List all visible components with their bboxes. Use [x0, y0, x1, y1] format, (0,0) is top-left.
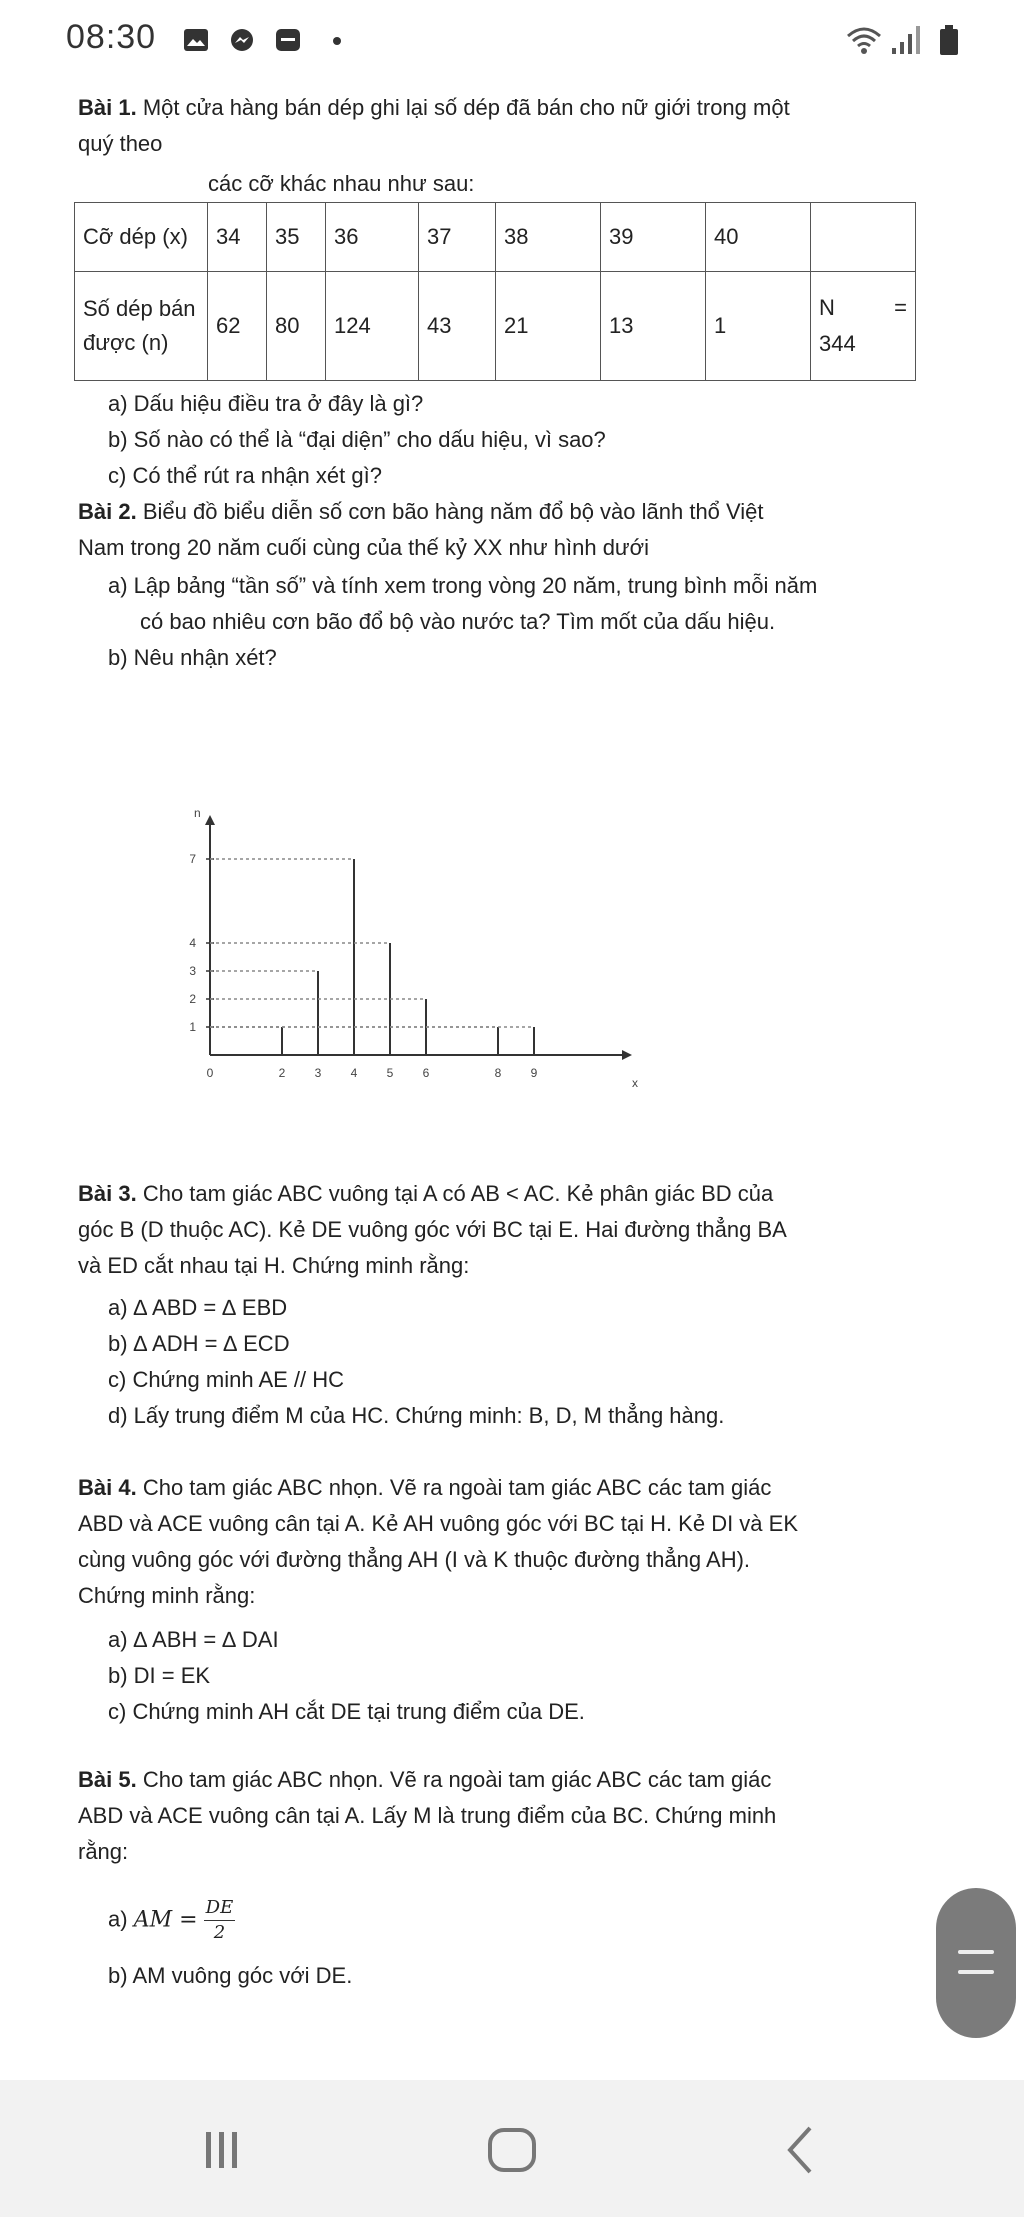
- bai4-text-line1: Cho tam giác ABC nhọn. Vẽ ra ngoài tam giác ABC các tam giác: [142, 1475, 772, 1500]
- bai5-item-a: [108, 1896, 235, 1945]
- bai1-title: Bài 1.: [78, 95, 137, 120]
- recent-apps-icon[interactable]: [182, 2110, 262, 2190]
- bai5-text-line2: ABD và ACE vuông cân tại A. Lấy M là trung điểm của BC. Chứng minh: [78, 1803, 777, 1828]
- home-icon[interactable]: [472, 2110, 552, 2190]
- scroll-handle-line: [958, 1970, 994, 1974]
- bai4-item-c: c) Chứng minh AH cắt DE tại trung điểm của DE.: [108, 1699, 585, 1724]
- x-tick-label: 6: [422, 1066, 430, 1080]
- bai4-title: Bài 4.: [78, 1475, 137, 1500]
- bai3-text-line3: và ED cắt nhau tại H. Chứng minh rằng:: [78, 1253, 470, 1278]
- scroll-handle-line: [958, 1950, 994, 1954]
- y-tick-label: 2: [189, 992, 196, 1006]
- bai5-title: Bài 5.: [78, 1767, 137, 1792]
- bai1-question-c: c) Có thể rút ra nhận xét gì?: [108, 463, 382, 488]
- bai5-text-line3: rằng:: [78, 1839, 129, 1864]
- table-row-size: [75, 203, 916, 272]
- status-bar: [0, 0, 1024, 80]
- table-row-count: [75, 272, 916, 381]
- fraction: [204, 1896, 236, 1945]
- x-tick-label: 0: [206, 1066, 214, 1080]
- table-cell: 39: [601, 203, 706, 272]
- messenger-icon: [229, 28, 255, 52]
- bai2-text-line1: Biểu đồ biểu diễn số cơn bão hàng năm đổ bộ vào lãnh thổ Việt: [142, 499, 764, 524]
- table-cell: 21: [496, 272, 601, 381]
- bai5-item-a-prefix: a): [108, 1906, 128, 1932]
- table-cell: [811, 203, 916, 272]
- x-tick-label: 4: [350, 1066, 358, 1080]
- y-tick-label: 1: [189, 1020, 196, 1034]
- bai2-text-line2: Nam trong 20 năm cuối cùng của thế kỷ XX như hình dưới: [78, 535, 649, 560]
- bai1-text-line3: các cỡ khác nhau như sau:: [208, 171, 475, 196]
- bai5-line1: [78, 1762, 958, 1798]
- table-cell: 13: [601, 272, 706, 381]
- bai1-text-line2: quý theo: [78, 131, 163, 156]
- y-tick-label: 4: [189, 936, 196, 950]
- bai2-intro: [78, 494, 958, 530]
- y-axis-label: n: [194, 806, 201, 820]
- table-cell: 37: [419, 203, 496, 272]
- table-cell: 35: [267, 203, 326, 272]
- bai3-item-d: d) Lấy trung điểm M của HC. Chứng minh: B, D, M thẳng hàng.: [108, 1403, 725, 1428]
- navigation-bar: [0, 2080, 1024, 2217]
- bai5-item-b: b) AM vuông góc với DE.: [108, 1963, 353, 1988]
- wifi-icon: [844, 24, 884, 56]
- storm-frequency-chart: [170, 760, 690, 1100]
- frequency-table: [74, 202, 916, 381]
- y-axis-arrow: [205, 815, 215, 825]
- bai4-line1: [78, 1470, 958, 1506]
- battery-icon: [938, 24, 960, 56]
- bai3-text-line2: góc B (D thuộc AC). Kẻ DE vuông góc với BC tại E. Hai đường thẳng BA: [78, 1217, 787, 1242]
- dot-icon: [333, 37, 341, 45]
- table-total-label: N =: [819, 295, 907, 320]
- x-tick-label: 2: [278, 1066, 286, 1080]
- back-icon[interactable]: [762, 2110, 842, 2190]
- bai3-text-line1: Cho tam giác ABC vuông tại A có AB < AC. Kẻ phân giác BD của: [142, 1181, 774, 1206]
- bai4-text-line3: cùng vuông góc với đường thẳng AH (I và K thuộc đường thẳng AH).: [78, 1547, 751, 1572]
- bai3-item-c: c) Chứng minh AE // HC: [108, 1367, 345, 1392]
- table-cell: 1: [706, 272, 811, 381]
- bai2-question-a2: có bao nhiêu cơn bão đổ bộ vào nước ta? Tìm mốt của dấu hiệu.: [140, 609, 776, 634]
- signal-icon: [890, 24, 924, 56]
- bai2-title: Bài 2.: [78, 499, 137, 524]
- scroll-handle[interactable]: [936, 1888, 1016, 2038]
- zalo-icon: [275, 28, 301, 52]
- table-cell-total: [811, 272, 916, 381]
- x-tick-label: 9: [530, 1066, 538, 1080]
- bai1-question-b: b) Số nào có thể là “đại diện” cho dấu hiệu, vì sao?: [108, 427, 606, 452]
- x-axis-arrow: [622, 1050, 632, 1060]
- table-header-count: Số dép bán được (n): [75, 272, 208, 381]
- table-cell: 36: [326, 203, 419, 272]
- x-tick-label: 3: [314, 1066, 322, 1080]
- bai4-text-line4: Chứng minh rằng:: [78, 1583, 256, 1608]
- bai1-text-line1: Một cửa hàng bán dép ghi lại số dép đã bán cho nữ giới trong một: [142, 95, 790, 120]
- status-time: 08:30: [66, 18, 157, 56]
- bai5-text-line1: Cho tam giác ABC nhọn. Vẽ ra ngoài tam giác ABC các tam giác: [142, 1767, 772, 1792]
- bai1-intro: [78, 90, 958, 126]
- x-tick-label: 5: [386, 1066, 394, 1080]
- bai3-item-a: a) ∆ ABD = ∆ EBD: [108, 1295, 288, 1320]
- bai4-item-a: a) ∆ ABH = ∆ DAI: [108, 1627, 279, 1652]
- bai5-item-a-lhs: AM =: [133, 1907, 198, 1933]
- bai4-text-line2: ABD và ACE vuông cân tại A. Kẻ AH vuông góc với BC tại H. Kẻ DI và EK: [78, 1511, 799, 1536]
- bai3-title: Bài 3.: [78, 1181, 137, 1206]
- bai2-question-a1: a) Lập bảng “tần số” và tính xem trong vòng 20 năm, trung bình mỗi năm: [108, 573, 818, 598]
- bai3-item-b: b) ∆ ADH = ∆ ECD: [108, 1331, 290, 1356]
- bai1-question-a: a) Dấu hiệu điều tra ở đây là gì?: [108, 391, 424, 416]
- table-cell: 43: [419, 272, 496, 381]
- table-cell: 80: [267, 272, 326, 381]
- bai2-question-b: b) Nêu nhận xét?: [108, 645, 277, 670]
- y-tick-label: 7: [189, 852, 196, 866]
- x-tick-label: 8: [494, 1066, 502, 1080]
- table-cell: 34: [208, 203, 267, 272]
- x-axis-label: x: [632, 1076, 638, 1090]
- bai3-line1: [78, 1176, 958, 1212]
- table-cell: 124: [326, 272, 419, 381]
- image-icon: [183, 28, 209, 52]
- table-header-size: Cỡ dép (x): [75, 203, 208, 272]
- bai4-item-b: b) DI = EK: [108, 1663, 211, 1688]
- table-cell: 38: [496, 203, 601, 272]
- table-cell: 62: [208, 272, 267, 381]
- fraction-numerator: DE: [204, 1896, 236, 1921]
- fraction-denominator: 2: [213, 1922, 226, 1943]
- table-cell: 40: [706, 203, 811, 272]
- table-total-value: 344: [819, 331, 856, 356]
- y-tick-label: 3: [189, 964, 196, 978]
